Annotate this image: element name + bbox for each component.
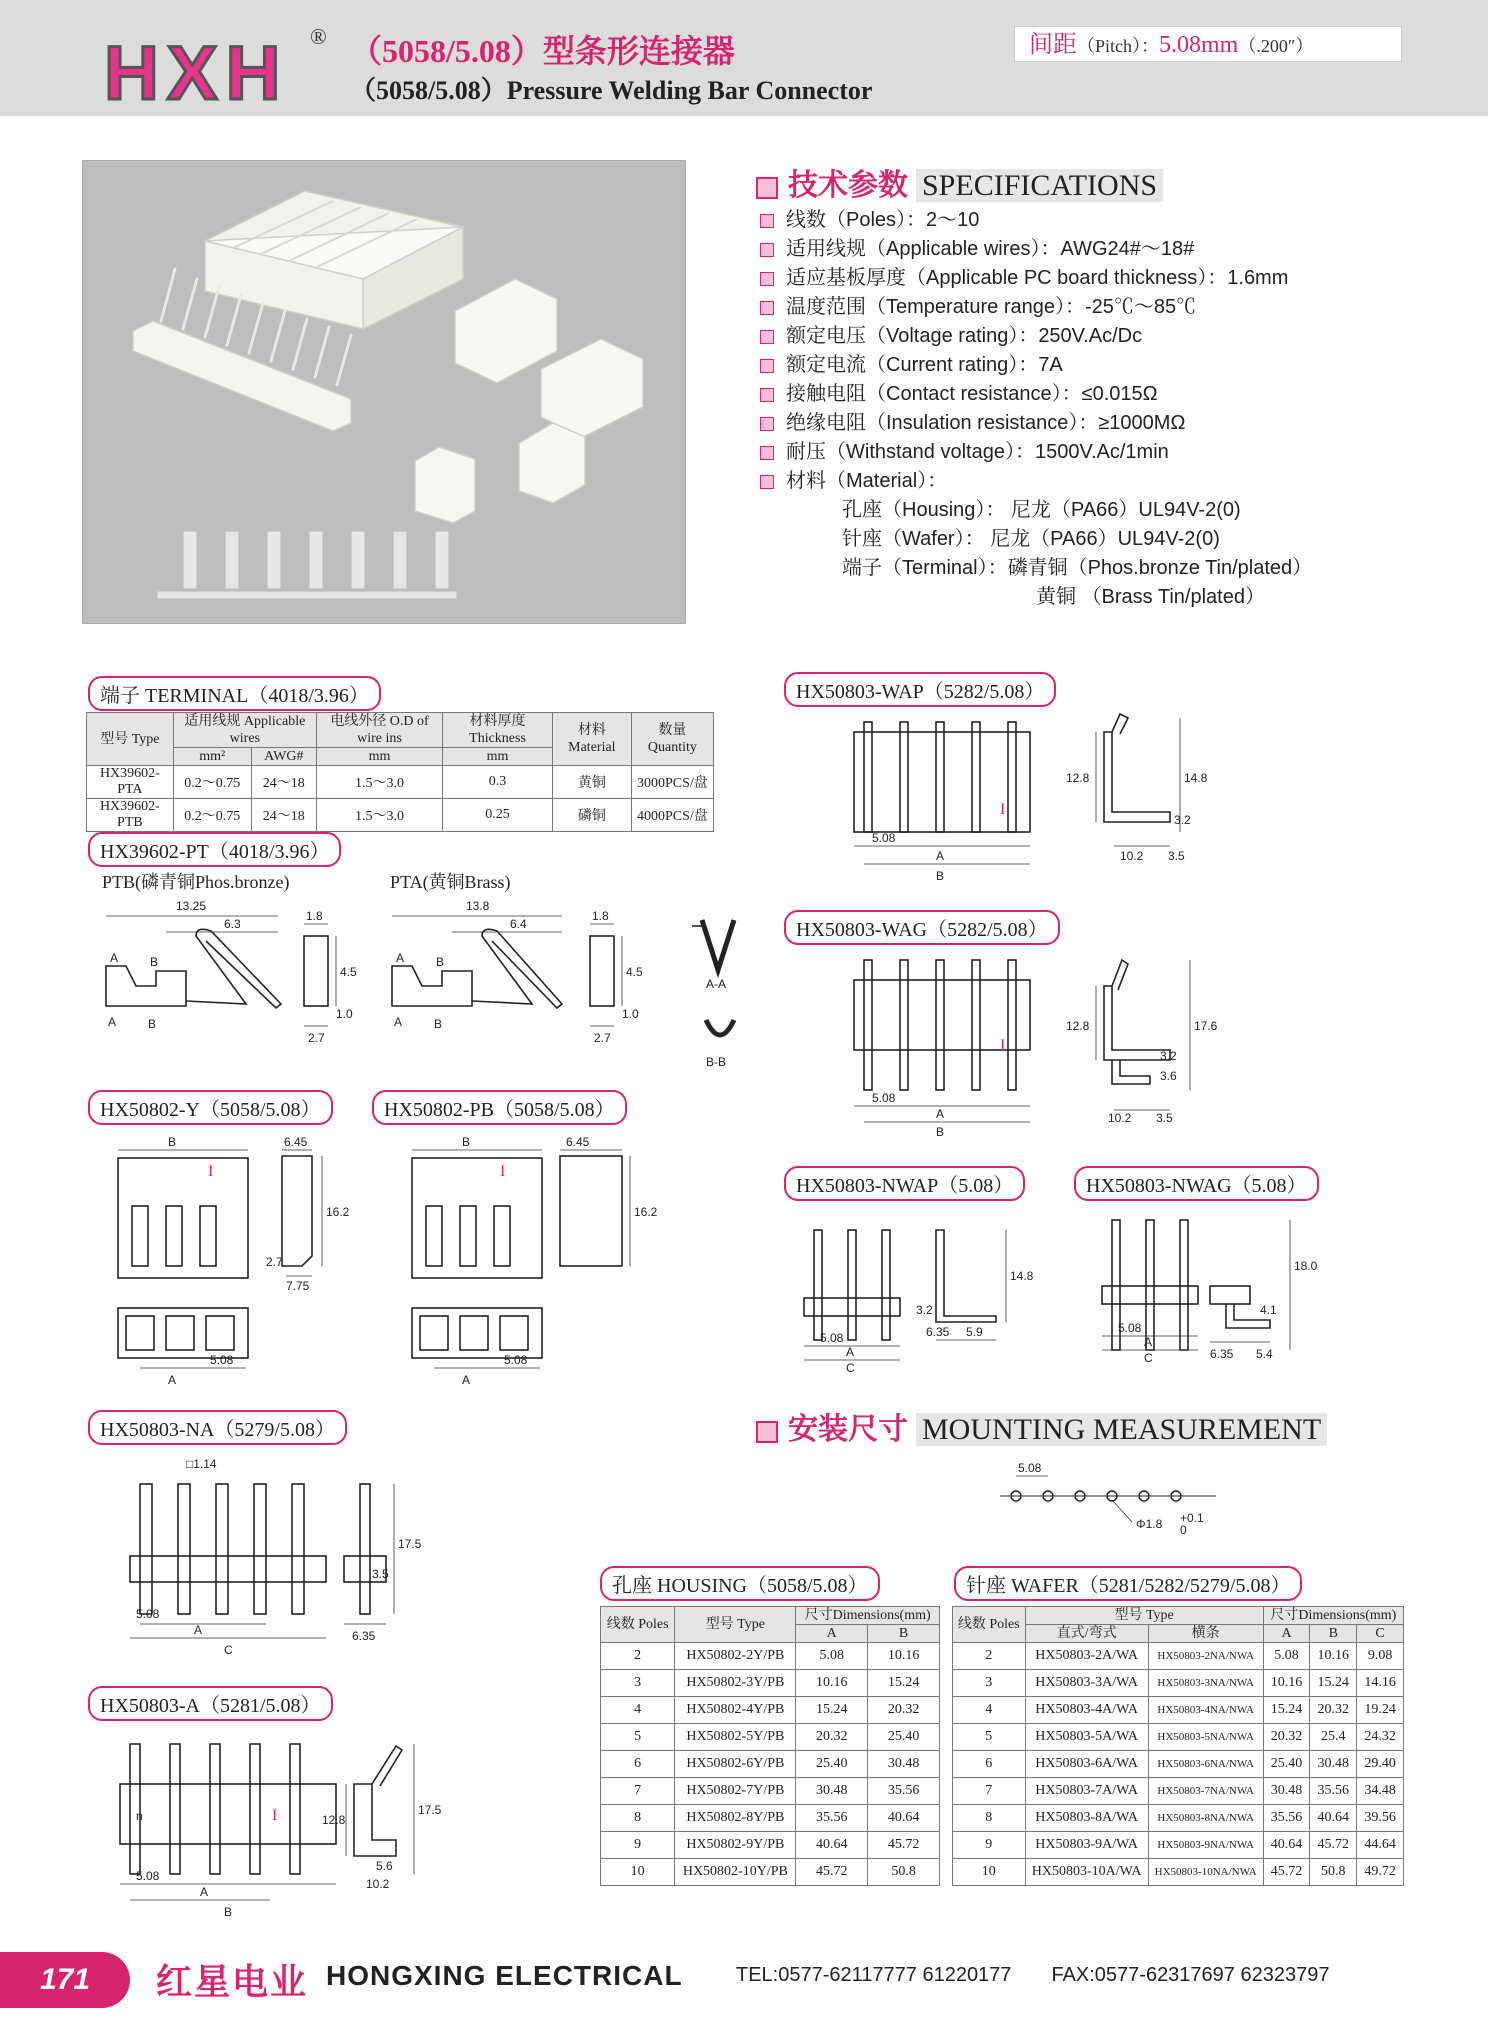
table-cell: HX50803-4NA/NWA <box>1148 1697 1263 1724</box>
pitch-box <box>1014 26 1402 62</box>
table-cell: 5.08 <box>1263 1643 1310 1670</box>
wafer-label: 针座 WAFER（5281/5282/5279/5.08） <box>954 1566 1302 1601</box>
dim-3-5c: 3.5 <box>1156 1111 1173 1125</box>
dim-5-08f: 5.08 <box>872 1091 896 1105</box>
pitch-label: 间距 <box>1029 32 1077 58</box>
title-en: （5058/5.08）Pressure Welding Bar Connector <box>350 76 873 105</box>
table-cell: HX50802-8Y/PB <box>675 1805 796 1832</box>
mounting-drawing <box>996 1456 1256 1536</box>
table-cell: HX50803-7NA/NWA <box>1148 1778 1263 1805</box>
table-cell: 35.56 <box>1263 1805 1310 1832</box>
dim-14-8: 14.8 <box>1184 771 1208 785</box>
spec-item: 耐压（Withstand voltage）：1500V.Ac/1min <box>760 438 1312 467</box>
dim-3-2: 3.2 <box>1174 813 1191 827</box>
table-row <box>953 1643 1404 1670</box>
wag-drawing <box>850 950 1270 1140</box>
mounting-heading <box>756 1404 1327 1448</box>
bullet-icon <box>760 243 774 257</box>
spec-item: 绝缘电阻（Insulation resistance）：≥1000MΩ <box>760 409 1312 438</box>
table-cell: 40.64 <box>1263 1832 1310 1859</box>
ptb-title: PTB(磷青铜Phos.bronze) <box>102 872 290 892</box>
table-cell: 磷铜 <box>552 799 631 832</box>
registered-mark: ® <box>310 24 327 49</box>
dim-tol0: 0 <box>1180 1523 1187 1536</box>
table-row <box>601 1859 940 1886</box>
spec-item: 接触电阻（Contact resistance）：≤0.015Ω <box>760 380 1312 409</box>
material-terminal-brass: 黄铜 （Brass Tin/plated） <box>1036 586 1265 608</box>
dim-16-2b: 16.2 <box>634 1205 658 1219</box>
table-cell: 50.8 <box>1310 1859 1357 1886</box>
spec-item: 适应基板厚度（Applicable PC board thickness）：1.6mm <box>760 264 1312 293</box>
dim-6-35: 6.35 <box>352 1629 376 1643</box>
table-cell: 5 <box>601 1724 675 1751</box>
pitch-inch: （.200″） <box>1238 36 1314 56</box>
table-cell: 9 <box>953 1832 1026 1859</box>
table-cell: HX50803-10A/WA <box>1025 1859 1148 1886</box>
table-cell: HX50802-4Y/PB <box>675 1697 796 1724</box>
table-cell: 3 <box>953 1670 1026 1697</box>
dim-a2: A <box>108 1015 117 1029</box>
table-cell: HX50803-4A/WA <box>1025 1697 1148 1724</box>
pin1-marker: I <box>1000 801 1006 818</box>
table-row <box>601 1670 940 1697</box>
table-cell: 0.2～0.75 <box>173 766 251 799</box>
table-cell: 49.72 <box>1357 1859 1404 1886</box>
table-cell: HX50802-5Y/PB <box>675 1724 796 1751</box>
table-cell: 5.08 <box>796 1643 868 1670</box>
table-cell: 45.72 <box>1263 1859 1310 1886</box>
contact-info <box>736 1964 1329 1987</box>
a-drawing <box>96 1724 496 1924</box>
dim-3-2b: 3.2 <box>1160 1049 1177 1063</box>
nwap-label: HX50803-NWAP（5.08） <box>784 1166 1025 1201</box>
housing-table: 线数 Poles 型号 Type 尺寸Dimensions(mm) A B 2 HX50802-2Y/PB 5.08 10.16 3 HX50802-3Y/PB 10.16 15.24 4 HX50802-4Y/PB 15.24 20.32 5 HX50802-5Y/PB 20.32 25.40 6 HX50802-6Y/PB 25.40 30.48 7 HX50802-7Y/PB 30.48 35.56 8 HX50802-8Y/PB 35.56 40.64 9 HX50802-9Y/PB 40.64 45.72 10 HX50802-10Y/PB 45.72 50.8 <box>600 1606 940 1886</box>
table-cell: 24.32 <box>1357 1724 1404 1751</box>
pin1-marker: I <box>208 1163 214 1180</box>
table-cell: 9 <box>601 1832 675 1859</box>
table-cell: HX50802-2Y/PB <box>675 1643 796 1670</box>
dim-13-8: 13.8 <box>466 899 490 913</box>
table-cell: 40.64 <box>1310 1805 1357 1832</box>
table-row <box>953 1805 1404 1832</box>
dim-10-2c: 10.2 <box>1108 1111 1132 1125</box>
table-cell: HX50803-10NA/NWA <box>1148 1859 1263 1886</box>
wap-label: HX50803-WAP（5282/5.08） <box>784 672 1056 707</box>
spec-item: 额定电压（Voltage rating）：250V.Ac/Dc <box>760 322 1312 351</box>
dim-18-0: 18.0 <box>1294 1259 1318 1273</box>
dim-2-7c: 2.7 <box>266 1255 283 1269</box>
pin1-marker: I <box>272 1807 278 1824</box>
spec-item: 线数（Poles）：2～10 <box>760 206 1312 235</box>
housing-drawings <box>96 1136 726 1396</box>
table-cell: 0.3 <box>443 766 553 799</box>
dim-4-5: 4.5 <box>340 965 357 979</box>
table-cell: 6 <box>601 1751 675 1778</box>
dim-1-0b: 1.0 <box>622 1007 639 1021</box>
bullet-icon <box>760 359 774 373</box>
table-row <box>953 1832 1404 1859</box>
dim-5-08c: 5.08 <box>136 1607 160 1621</box>
title-cn: （5058/5.08）型条形连接器 <box>350 33 735 69</box>
bullet-icon <box>760 417 774 431</box>
dim-B5: B <box>936 1125 945 1139</box>
material-wafer: 针座（Wafer）： 尼龙（PA66）UL94V-2(0) <box>842 528 1220 550</box>
section-bullet-icon <box>756 177 778 199</box>
dim-C: C <box>224 1643 233 1657</box>
brand-logo: HXH <box>104 31 289 116</box>
table-cell: HX50803-3NA/NWA <box>1148 1670 1263 1697</box>
wap-drawing <box>850 712 1270 892</box>
dim-B2: B <box>462 1136 471 1149</box>
a-label: HX50803-A（5281/5.08） <box>88 1686 333 1721</box>
nwap-nwag-drawing <box>790 1210 1410 1380</box>
table-row <box>953 1859 1404 1886</box>
tel: TEL:0577-62117777 61220177 <box>736 1964 1012 1986</box>
bullet-icon <box>760 301 774 315</box>
product-photo <box>82 160 686 624</box>
table-row <box>87 766 714 799</box>
material-housing: 孔座（Housing）： 尼龙（PA66）UL94V-2(0) <box>842 499 1241 521</box>
spec-item: 材料（Material）： <box>760 467 1312 496</box>
dim-12-8: 12.8 <box>322 1813 346 1827</box>
page-number: 171 <box>0 1952 130 2008</box>
dim-A: A <box>168 1373 177 1387</box>
dim-13-25: 13.25 <box>176 899 207 913</box>
table-cell: 39.56 <box>1357 1805 1404 1832</box>
terminal-drawing <box>96 896 706 1076</box>
dim-3-6: 3.6 <box>1160 1069 1177 1083</box>
dim-1-0: 1.0 <box>336 1007 353 1021</box>
table-cell: 1.5～3.0 <box>316 766 442 799</box>
table-cell: HX50803-7A/WA <box>1025 1778 1148 1805</box>
dim-A5: A <box>936 849 945 863</box>
table-cell: 15.24 <box>1310 1670 1357 1697</box>
table-cell: HX50803-5A/WA <box>1025 1724 1148 1751</box>
dim-6-35b: 6.35 <box>926 1325 950 1339</box>
bullet-icon <box>760 272 774 286</box>
dim-17-6: 17.6 <box>1194 1019 1218 1033</box>
table-cell: 34.48 <box>1357 1778 1404 1805</box>
table-cell: 15.24 <box>1263 1697 1310 1724</box>
dim-b2: B <box>148 1017 157 1031</box>
dim-A3: A <box>194 1623 203 1637</box>
company-en: HONGXING ELECTRICAL <box>326 1960 683 1991</box>
dim-2-7b: 2.7 <box>594 1031 611 1045</box>
table-cell: 35.56 <box>868 1778 940 1805</box>
dim-5-4: 5.4 <box>1256 1347 1273 1361</box>
dim-1-8b: 1.8 <box>592 909 609 923</box>
dim-6-45b: 6.45 <box>566 1136 590 1149</box>
dim-a4: A <box>394 1015 403 1029</box>
material-terminal: 端子（Terminal）：磷青铜（Phos.bronze Tin/plated） <box>842 557 1313 579</box>
specs-heading <box>756 160 1163 204</box>
table-cell: HX39602-PTB <box>87 799 174 832</box>
table-row <box>601 1724 940 1751</box>
dim-5-08: 5.08 <box>210 1353 234 1367</box>
dim-bb: B-B <box>706 1055 727 1069</box>
table-cell: 3000PCS/盘 <box>631 766 713 799</box>
bullet-icon <box>760 475 774 489</box>
table-cell: 7 <box>601 1778 675 1805</box>
dim-17-5: 17.5 <box>398 1537 422 1551</box>
table-row <box>601 1643 940 1670</box>
table-cell: 20.32 <box>796 1724 868 1751</box>
table-cell: 10 <box>601 1859 675 1886</box>
dim-b3: B <box>436 955 445 969</box>
dim-5-9: 5.9 <box>966 1325 983 1339</box>
table-cell: 黄铜 <box>552 766 631 799</box>
table-cell: 45.72 <box>796 1859 868 1886</box>
table-row <box>953 1670 1404 1697</box>
wafer-table: 线数 Poles 型号 Type 尺寸Dimensions(mm) 直式/弯式 横条 A B C 2 HX50803-2A/WA HX50803-2NA/NWA 5.08 10.16 9.08 3 HX50803-3A/WA HX50803-3NA/NWA 10.16 15.24 14.16 4 HX50803-4A/WA HX50803-4NA/NWA 15.24 20.32 19.24 5 HX50803-5A/WA HX50803-5NA/NWA 20.32 25.4 24.32 6 HX50803-6A/WA HX50803-6NA/NWA 25.40 30.48 29.40 7 HX50803-7A/WA HX50803-7NA/NWA 30.48 35.56 34.48 8 HX50803-8A/WA HX50803-8NA/NWA 35.56 40.64 39.56 9 HX50803-9A/WA HX50803-9NA/NWA 40.64 45.72 44.64 10 HX50803-10A/WA HX50803-10NA/NWA 45.72 50.8 49.72 <box>952 1606 1404 1886</box>
dim-17-5b: 17.5 <box>418 1803 442 1817</box>
dim-5-08d: 5.08 <box>136 1869 160 1883</box>
table-cell: 25.40 <box>796 1751 868 1778</box>
table-cell: 50.8 <box>868 1859 940 1886</box>
na-drawing <box>96 1448 496 1668</box>
table-cell: 5 <box>953 1724 1026 1751</box>
dim-12-8c: 12.8 <box>1066 1019 1090 1033</box>
specs-list <box>760 206 1312 612</box>
pb-label: HX50802-PB（5058/5.08） <box>372 1090 627 1125</box>
specs-heading-en: SPECIFICATIONS <box>916 169 1163 202</box>
dim-5-08i: 5.08 <box>1018 1461 1042 1475</box>
specs-heading-cn: 技术参数 <box>788 169 908 202</box>
dim-1-8: 1.8 <box>306 909 323 923</box>
table-cell: 8 <box>601 1805 675 1832</box>
dim-b4: B <box>434 1017 443 1031</box>
wag-label: HX50803-WAG（5282/5.08） <box>784 910 1060 945</box>
table-cell: 35.56 <box>1310 1778 1357 1805</box>
dim-A7: A <box>846 1345 855 1359</box>
pin1-marker: I <box>500 1163 506 1180</box>
table-cell: 2 <box>601 1643 675 1670</box>
table-row <box>601 1778 940 1805</box>
table-cell: 25.40 <box>1263 1751 1310 1778</box>
bullet-icon <box>760 330 774 344</box>
table-cell: HX50803-9A/WA <box>1025 1832 1148 1859</box>
na-label: HX50803-NA（5279/5.08） <box>88 1410 347 1445</box>
table-cell: HX50803-6NA/NWA <box>1148 1751 1263 1778</box>
table-cell: 10.16 <box>868 1643 940 1670</box>
table-cell: HX50803-8A/WA <box>1025 1805 1148 1832</box>
table-cell: 10 <box>953 1859 1026 1886</box>
terminal-table <box>86 712 714 832</box>
dim-C3: C <box>1144 1351 1153 1365</box>
table-cell: 40.64 <box>868 1805 940 1832</box>
dim-3-5: 3.5 <box>372 1567 389 1581</box>
table-cell: HX50802-7Y/PB <box>675 1778 796 1805</box>
table-cell: HX50802-6Y/PB <box>675 1751 796 1778</box>
housing-label: 孔座 HOUSING（5058/5.08） <box>600 1566 880 1601</box>
dim-5-08e: 5.08 <box>872 831 896 845</box>
table-cell: 19.24 <box>1357 1697 1404 1724</box>
table-cell: 30.48 <box>1310 1751 1357 1778</box>
bullet-icon <box>760 388 774 402</box>
table-cell: 9.08 <box>1357 1643 1404 1670</box>
table-cell: 20.32 <box>1263 1724 1310 1751</box>
table-row <box>953 1697 1404 1724</box>
table-cell: 35.56 <box>796 1805 868 1832</box>
table-cell: HX50803-9NA/NWA <box>1148 1832 1263 1859</box>
table-cell: HX50802-9Y/PB <box>675 1832 796 1859</box>
dim-a3: A <box>396 951 405 965</box>
pitch-en: （Pitch）： <box>1077 36 1160 56</box>
table-cell: 20.32 <box>1310 1697 1357 1724</box>
dim-A2: A <box>462 1373 471 1387</box>
spec-item: 温度范围（Temperature range）：-25℃～85℃ <box>760 293 1312 322</box>
dim-aa: A-A <box>706 977 727 991</box>
table-cell: 4 <box>953 1697 1026 1724</box>
table-cell: 8 <box>953 1805 1026 1832</box>
mark-n: n <box>136 1809 143 1823</box>
table-cell: 30.48 <box>868 1751 940 1778</box>
dim-B: B <box>168 1136 177 1149</box>
nwag-label: HX50803-NWAG（5.08） <box>1074 1166 1319 1201</box>
pitch-value: 5.08mm <box>1159 32 1239 58</box>
table-header-row: 型号 Type 适用线规 Applicable wires 电线外径 O.D of wire ins 材料厚度 Thickness 材料 Material 数量 Quantity <box>87 713 714 748</box>
table-cell: HX50803-2NA/NWA <box>1148 1643 1263 1670</box>
dim-4-1: 4.1 <box>1260 1303 1277 1317</box>
table-cell: 0.2～0.75 <box>173 799 251 832</box>
dim-tol: +0.1 <box>1180 1511 1204 1525</box>
dim-3-5b: 3.5 <box>1168 849 1185 863</box>
dim-5-6: 5.6 <box>376 1859 393 1873</box>
table-cell: 4000PCS/盘 <box>631 799 713 832</box>
dim-10-2: 10.2 <box>366 1877 390 1891</box>
y-label: HX50802-Y（5058/5.08） <box>88 1090 333 1125</box>
table-cell: HX50803-5NA/NWA <box>1148 1724 1263 1751</box>
table-cell: 30.48 <box>1263 1778 1310 1805</box>
table-row <box>601 1751 940 1778</box>
dim-6-4: 6.4 <box>510 917 527 931</box>
table-cell: HX50803-2A/WA <box>1025 1643 1148 1670</box>
table-row <box>601 1697 940 1724</box>
table-row <box>953 1778 1404 1805</box>
company-cn: 红星电业 <box>156 1962 309 2003</box>
table-cell: 14.16 <box>1357 1670 1404 1697</box>
dim-6-3: 6.3 <box>224 917 241 931</box>
dim-phi: Φ1.8 <box>1136 1517 1163 1531</box>
dim-A4: A <box>200 1885 209 1899</box>
dim-B4: B <box>936 869 945 883</box>
table-row <box>87 799 714 832</box>
dim-7-75: 7.75 <box>286 1279 310 1293</box>
table-cell: 0.25 <box>443 799 553 832</box>
dim-5-08g: 5.08 <box>820 1331 844 1345</box>
table-cell: 10.16 <box>1263 1670 1310 1697</box>
dim-12-8b: 12.8 <box>1066 771 1090 785</box>
table-cell: HX50803-8NA/NWA <box>1148 1805 1263 1832</box>
table-cell: 4 <box>601 1697 675 1724</box>
dim-5-08h: 5.08 <box>1118 1321 1142 1335</box>
dim-3-2c: 3.2 <box>916 1303 933 1317</box>
table-cell: 40.64 <box>796 1832 868 1859</box>
dim-5-08b: 5.08 <box>504 1353 528 1367</box>
dim-1-14: □1.14 <box>186 1457 217 1471</box>
table-cell: 7 <box>953 1778 1026 1805</box>
table-cell: 45.72 <box>868 1832 940 1859</box>
table-row <box>953 1724 1404 1751</box>
section-bullet-icon <box>756 1421 778 1443</box>
table-cell: HX39602-PTA <box>87 766 174 799</box>
dim-B3: B <box>224 1905 233 1919</box>
fax: FAX:0577-62317697 62323797 <box>1051 1964 1330 1986</box>
dim-A6: A <box>936 1107 945 1121</box>
pt-label: HX39602-PT（4018/3.96） <box>88 832 341 867</box>
bullet-icon <box>760 446 774 460</box>
table-cell: 10.16 <box>1310 1643 1357 1670</box>
table-cell: 45.72 <box>1310 1832 1357 1859</box>
table-cell: HX50803-6A/WA <box>1025 1751 1148 1778</box>
pta-title: PTA(黄铜Brass) <box>390 872 511 892</box>
dim-6-35c: 6.35 <box>1210 1347 1234 1361</box>
dim-16-2: 16.2 <box>326 1205 350 1219</box>
table-cell: 6 <box>953 1751 1026 1778</box>
dim-10-2b: 10.2 <box>1120 849 1144 863</box>
table-cell: 44.64 <box>1357 1832 1404 1859</box>
dim-4-5b: 4.5 <box>626 965 643 979</box>
table-row <box>601 1805 940 1832</box>
table-cell: 30.48 <box>796 1778 868 1805</box>
mounting-heading-cn: 安装尺寸 <box>788 1413 908 1446</box>
bullet-icon <box>760 214 774 228</box>
table-cell: 29.40 <box>1357 1751 1404 1778</box>
pin1-marker: I <box>1000 1037 1006 1054</box>
dim-b: B <box>150 955 159 969</box>
table-row <box>601 1832 940 1859</box>
table-cell: 15.24 <box>796 1697 868 1724</box>
table-cell: 24～18 <box>251 799 316 832</box>
dim-C2: C <box>846 1361 855 1375</box>
table-cell: 24～18 <box>251 766 316 799</box>
table-cell: 10.16 <box>796 1670 868 1697</box>
terminal-label: 端子 TERMINAL（4018/3.96） <box>88 676 381 711</box>
section-views <box>690 910 760 1080</box>
table-cell: 15.24 <box>868 1670 940 1697</box>
spec-item: 额定电流（Current rating）：7A <box>760 351 1312 380</box>
table-cell: HX50803-3A/WA <box>1025 1670 1148 1697</box>
table-cell: 20.32 <box>868 1697 940 1724</box>
table-cell: HX50802-10Y/PB <box>675 1859 796 1886</box>
table-cell: HX50802-3Y/PB <box>675 1670 796 1697</box>
table-cell: 25.40 <box>868 1724 940 1751</box>
table-unit-row: mm² AWG# mm mm <box>87 748 714 766</box>
table-row <box>953 1751 1404 1778</box>
mounting-heading-en: MOUNTING MEASUREMENT <box>916 1413 1327 1446</box>
table-cell: 2 <box>953 1643 1026 1670</box>
table-cell: 1.5～3.0 <box>316 799 442 832</box>
dim-14-8b: 14.8 <box>1010 1269 1034 1283</box>
table-cell: 25.4 <box>1310 1724 1357 1751</box>
table-cell: 3 <box>601 1670 675 1697</box>
dim-a: A <box>110 951 119 965</box>
dim-2-7: 2.7 <box>308 1031 325 1045</box>
spec-item: 适用线规（Applicable wires）：AWG24#～18# <box>760 235 1312 264</box>
dim-A8: A <box>1144 1335 1153 1349</box>
dim-6-45: 6.45 <box>284 1136 308 1149</box>
